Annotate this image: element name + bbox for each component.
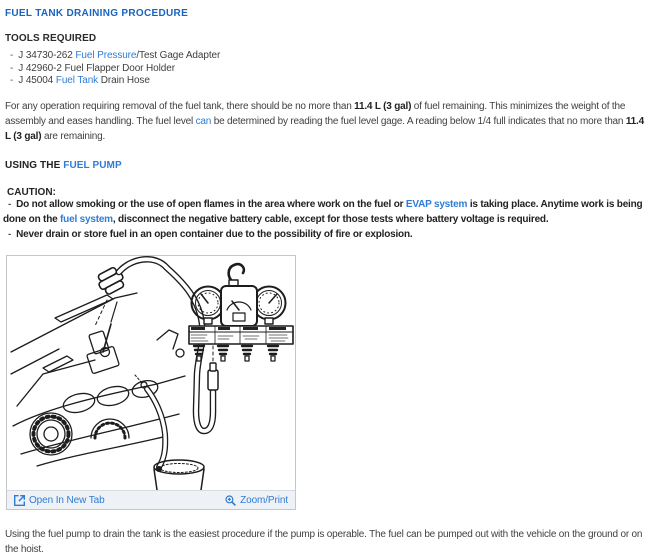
inline-link[interactable]: can — [195, 115, 212, 127]
zoom-print-link[interactable] — [225, 495, 288, 506]
text-segment: Do not allow smoking or the use of open flames in the area where work on the fuel or — [16, 199, 406, 211]
inline-link[interactable]: Fuel Pressure — [75, 50, 137, 61]
text-segment: /Test Gage Adapter — [136, 50, 221, 61]
tools-list — [3, 50, 646, 88]
text-segment: Drain Hose — [98, 75, 150, 87]
text-segment: of fuel remaining. This minimizes the weight of the assembly and eases handling. The fuel level — [5, 100, 626, 127]
text-segment: 11.4 L (3 gal) — [354, 100, 412, 112]
inline-link[interactable]: FUEL PUMP — [63, 159, 122, 171]
bullet-dash: - — [8, 228, 12, 240]
figure-toolbar — [7, 490, 295, 509]
inline-link[interactable]: EVAP system — [405, 199, 468, 211]
figure-frame — [6, 255, 296, 510]
list-item — [3, 63, 646, 76]
text-segment: , disconnect the negative battery cable, except for those tests where battery voltage is required. — [112, 213, 549, 225]
caution-heading: CAUTION: — [7, 186, 56, 198]
caution-item — [3, 228, 646, 242]
zoom-print-label: Zoom/Print — [240, 494, 288, 506]
closing-paragraph: Using the fuel pump to drain the tank is the easiest procedure if the pump is operable. The fuel can be pumped out with the vehicle on the ground or on the hoist. — [5, 529, 643, 555]
inline-link[interactable]: fuel system — [60, 213, 113, 225]
tool-item-text — [18, 75, 150, 86]
page-title: FUEL TANK DRAINING PROCEDURE — [5, 8, 189, 19]
bullet-dash: - — [10, 75, 14, 87]
text-segment: is taking place. Anytime work is being done on the — [3, 199, 643, 225]
bullet-dash: - — [8, 199, 12, 211]
caution-item-text — [16, 229, 412, 240]
using-fuel-pump-heading — [3, 160, 646, 171]
tools-required-heading: TOOLS REQUIRED — [5, 33, 97, 44]
text-segment: 11.4 L (3 gal) — [5, 115, 644, 142]
text-segment: Never drain or store fuel in an open container due to the possibility of fire or explosion. — [16, 228, 413, 240]
open-in-new-tab-link[interactable] — [14, 495, 105, 506]
text-segment: J 34730-262 — [18, 50, 76, 61]
engine-block-drawing — [11, 293, 185, 466]
text-segment: are remaining. — [41, 130, 106, 142]
text-segment: J 42960-2 Fuel Flapper Door Holder — [18, 62, 175, 74]
bullet-dash: - — [10, 62, 14, 74]
text-segment: USING THE — [5, 159, 64, 171]
tool-item-text — [18, 50, 220, 61]
bullet-dash: - — [10, 50, 14, 61]
open-in-new-icon — [14, 495, 25, 506]
engine-fuel-gauge-illustration — [7, 256, 295, 490]
open-in-new-tab-label: Open In New Tab — [29, 494, 105, 506]
caution-item — [3, 198, 646, 227]
inline-link[interactable]: Fuel Tank — [55, 75, 99, 87]
text-segment: be determined by reading the fuel level gage. A reading below 1/4 full indicates that no more than — [211, 115, 626, 127]
caution-item-text — [3, 199, 642, 224]
intro-paragraph — [3, 99, 646, 144]
magnifier-plus-icon — [225, 495, 236, 506]
text-segment: For any operation requiring removal of the fuel tank, there should be no more than — [5, 100, 355, 112]
list-item — [3, 75, 646, 88]
text-segment: J 45004 — [18, 75, 56, 87]
list-item — [3, 50, 646, 63]
pressure-gauge-set-drawing — [189, 264, 293, 361]
tool-item-text — [18, 63, 175, 74]
